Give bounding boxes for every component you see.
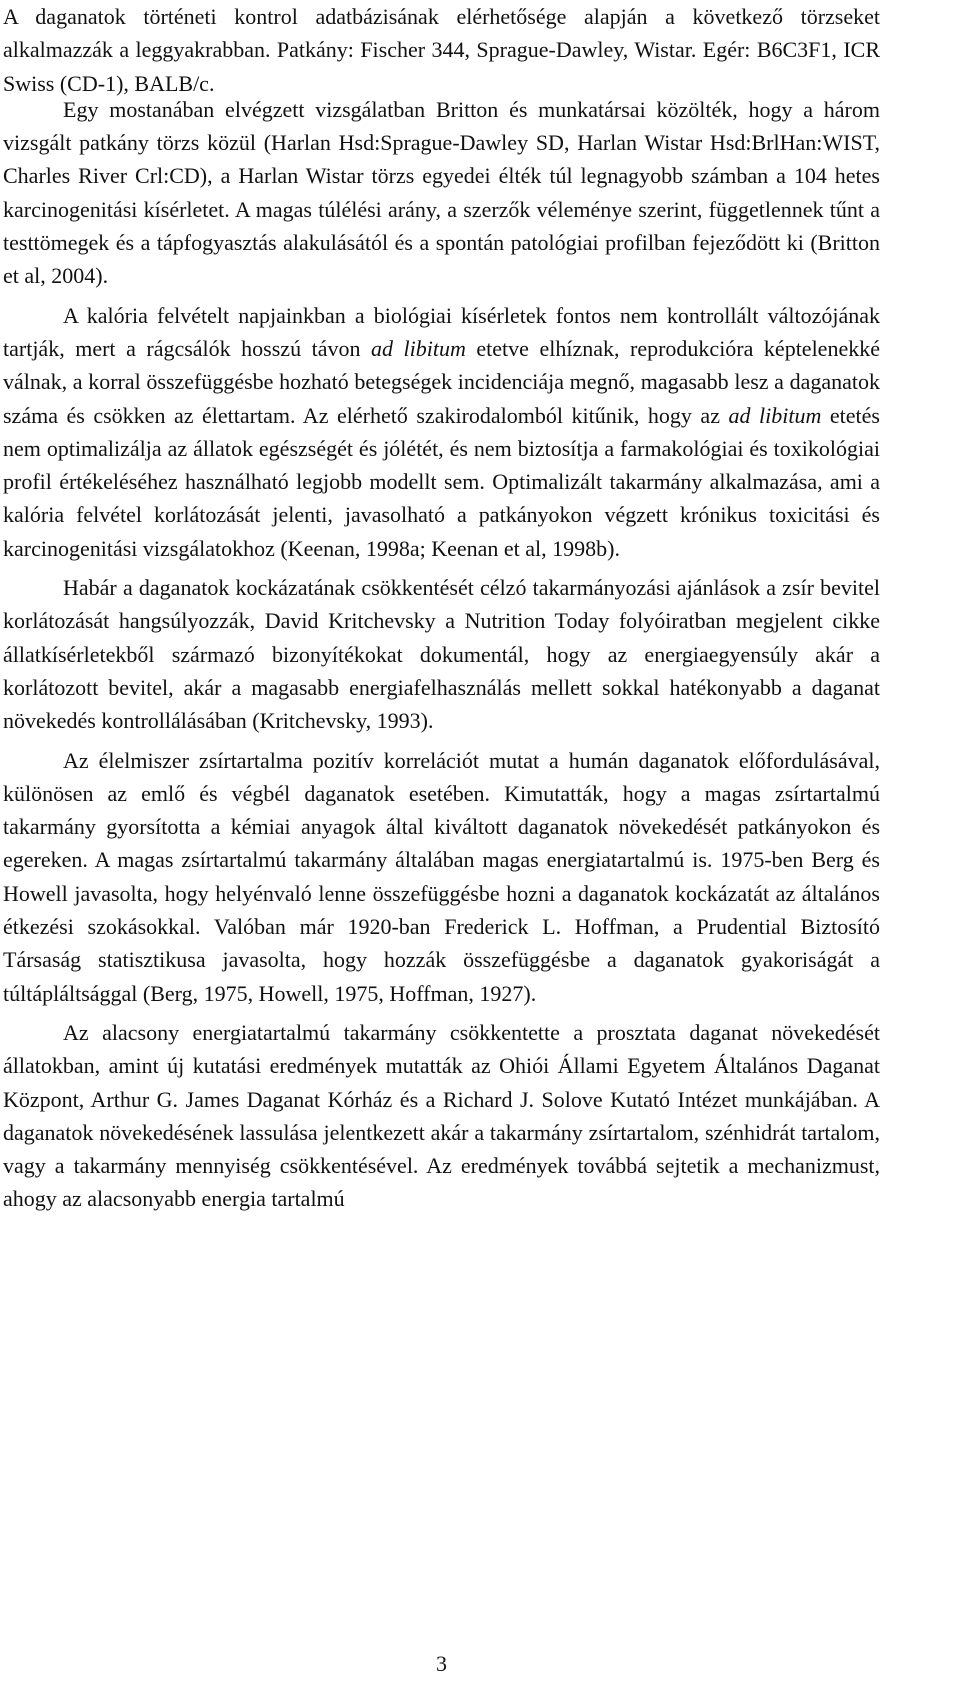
paragraph-strain-list: A daganatok történeti kontrol adatbázisának elérhetősége alapján a következő törzseket alkalmazzák a leggyakrabban. Patkány: Fischer 344, Sprague-Dawley, Wistar. Egér: B6C3F1, ICR Swiss (CD-1), BALB/c. (3, 4, 880, 96)
paragraph-calorie-intake-part-a: A kalória felvételt napjainkban a biológiai kísérletek fontos nem kontrollált változójának tartják, mert a rágcsálók hosszú távon (3, 302, 880, 361)
paragraph-britton-study: Egy mostanában elvégzett vizsgálatban Britton és munkatársai közölték, hogy a három vizsgált patkány törzs közül (Harlan Hsd:Sprague-Dawley SD, Harlan Wistar Hsd:BrlHan:WIST, Charles River Crl:CD), a Harlan Wistar törzs egyedei élték túl legnagyobb számban a 104 hetes karcinogenitási kísérletet. A magas túlélési arány, a szerzők véleménye szerint, függetlennek tűnt a testtömegek és a tápfogyasztás alakulásától és a spontán patológiai profilban fejeződött ki (Britton et al, 2004). (3, 96, 880, 289)
paragraph-calorie-intake-part-e: etetés nem optimalizálja az állatok egészségét és jólétét, és nem biztosítja a farmakológiai és toxikológiai profil értékeléséhez használható legjobb modellt sem. Optimalizált takarmány alkalmazása, ami a kalória felvétel korlátozását jelenti, javasolható a patkányokon végzett krónikus toxicitási és karcinogenitási vizsgálatokhoz (Keenan, 1998a; Keenan et al, 1998b). (3, 402, 880, 561)
paragraph-calorie-intake (3, 299, 880, 565)
ad-libitum-term: ad libitum (728, 402, 822, 428)
ad-libitum-term: ad libitum (371, 335, 466, 361)
paragraph-calorie-intake-part-c: etetve elhíznak, reprodukcióra képtelenekké válnak, a korral összefüggésbe hozható betegségek incidenciája megnő, magasabb lesz a daganatok száma és csökken az élettartam. Az elérhető szakirodalomból kitűnik, hogy az (3, 335, 880, 428)
paragraph-dietary-fat: Az élelmiszer zsírtartalma pozitív korrelációt mutat a humán daganatok előfordulásával, különösen az emlő és végbél daganatok esetében. Kimutatták, hogy a magas zsírtartalmú takarmány gyorsította a kémiai anyagok által kiváltott daganatok növekedését patkányokon és egereken. A magas zsírtartalmú takarmány általában magas energiatartalmú is. 1975-ben Berg és Howell javasolta, hogy helyénvaló lenne összefüggésbe hozni a daganatok kockázatát az általános étkezési szokásokkal. Valóban már 1920-ban Frederick L. Hoffman, a Prudential Biztosító Társaság statisztikusa javasolta, hogy hozzák összefüggésbe a daganatok gyakoriságát a túltápláltsággal (Berg, 1975, Howell, 1975, Hoffman, 1927). (3, 747, 880, 1006)
paragraph-kritchevsky: Habár a daganatok kockázatának csökkentését célzó takarmányozási ajánlások a zsír bevitel korlátozását hangsúlyozzák, David Kritchevsky a Nutrition Today folyóiratban megjelent cikke állatkísérletekből származó bizonyítékokat dokumentál, hogy az energiaegyensúly akár a korlátozott bevitel, akár a magasabb energiafelhasználás mellett sokkal hatékonyabb a daganat növekedés kontrollálásában (Kritchevsky, 1993). (3, 575, 880, 734)
paragraph-low-energy-diet: Az alacsony energiatartalmú takarmány csökkentette a prosztata daganat növekedését állatokban, amint új kutatási eredmények mutatták az Ohiói Állami Egyetem Általános Daganat Központ, Arthur G. James Daganat Kórház és a Richard J. Solove Kutató Intézet munkájában. A daganatok növekedésének lassulása jelentkezett akár a takarmány zsírtartalom, szénhidrát tartalom, vagy a takarmány mennyiség csökkentésével. Az eredmények továbbá sejtetik a mechanizmust, ahogy az alacsonyabb energia tartalmú (3, 1019, 880, 1212)
page-number: 3 (436, 1651, 447, 1676)
